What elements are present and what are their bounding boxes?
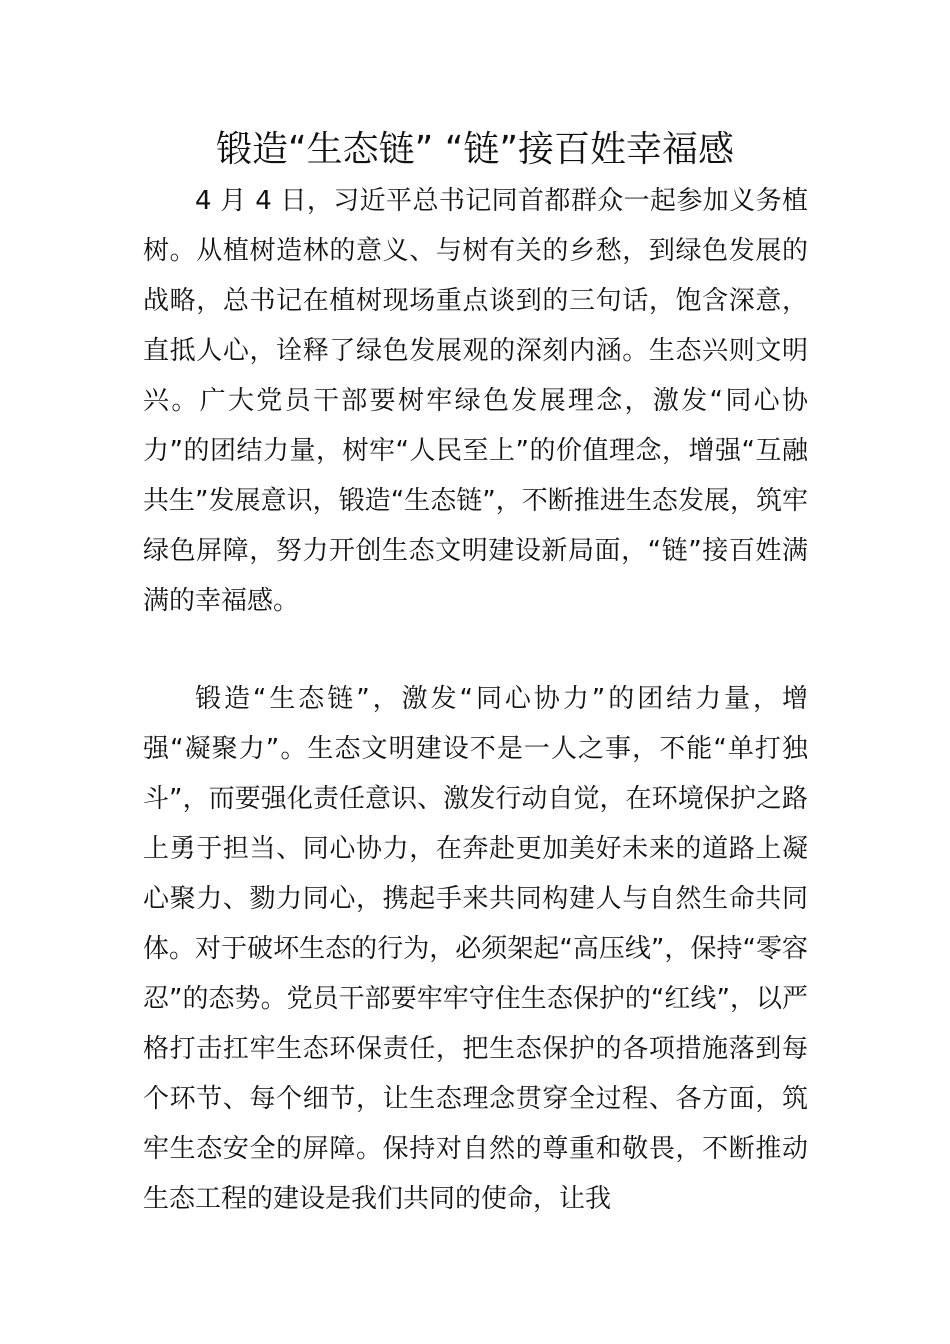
paragraph-1: 4 月 4 日，习近平总书记同首都群众一起参加义务植树。从植树造林的意义、与树有关的乡愁，到绿色发展的战略，总书记在植树现场重点谈到的三句话，饱含深意，直抵人心，诠释了绿色发展观的深刻内涵。生态兴则文明兴。广大党员干部要树牢绿色发展理念，激发“同心协力”的团结力量，树牢“人民至上”的价值理念，增强“互融共生”发展意识，锻造“生态链”，不断推进生态发展，筑牢绿色屏障，努力开创生态文明建设新局面，“链”接百姓满满的幸福感。 xyxy=(143,186,808,616)
paragraph-2: 锻造“生态链”，激发“同心协力”的团结力量，增强“凝聚力”。生态文明建设不是一人之事，不能“单打独斗”，而要强化责任意识、激发行动自觉，在环境保护之路上勇于担当、同心协力，在奔赴更加美好未来的道路上凝心聚力、勠力同心，携起手来共同构建人与自然生命共同体。对于破坏生态的行为，必须架起“高压线”，保持“零容忍”的态势。党员干部要牢牢守住生态保护的“红线”，以严格打击扛牢生态环保责任，把生态保护的各项措施落到每个环节、每个细节，让生态理念贯穿全过程、各方面，筑牢生态安全的屏障。保持对自然的尊重和敬畏，不断推动生态工程的建设是我们共同的使命，让我 xyxy=(143,684,808,1214)
document-title: 锻造“生态链” “链”接百姓幸福感 xyxy=(215,129,735,170)
